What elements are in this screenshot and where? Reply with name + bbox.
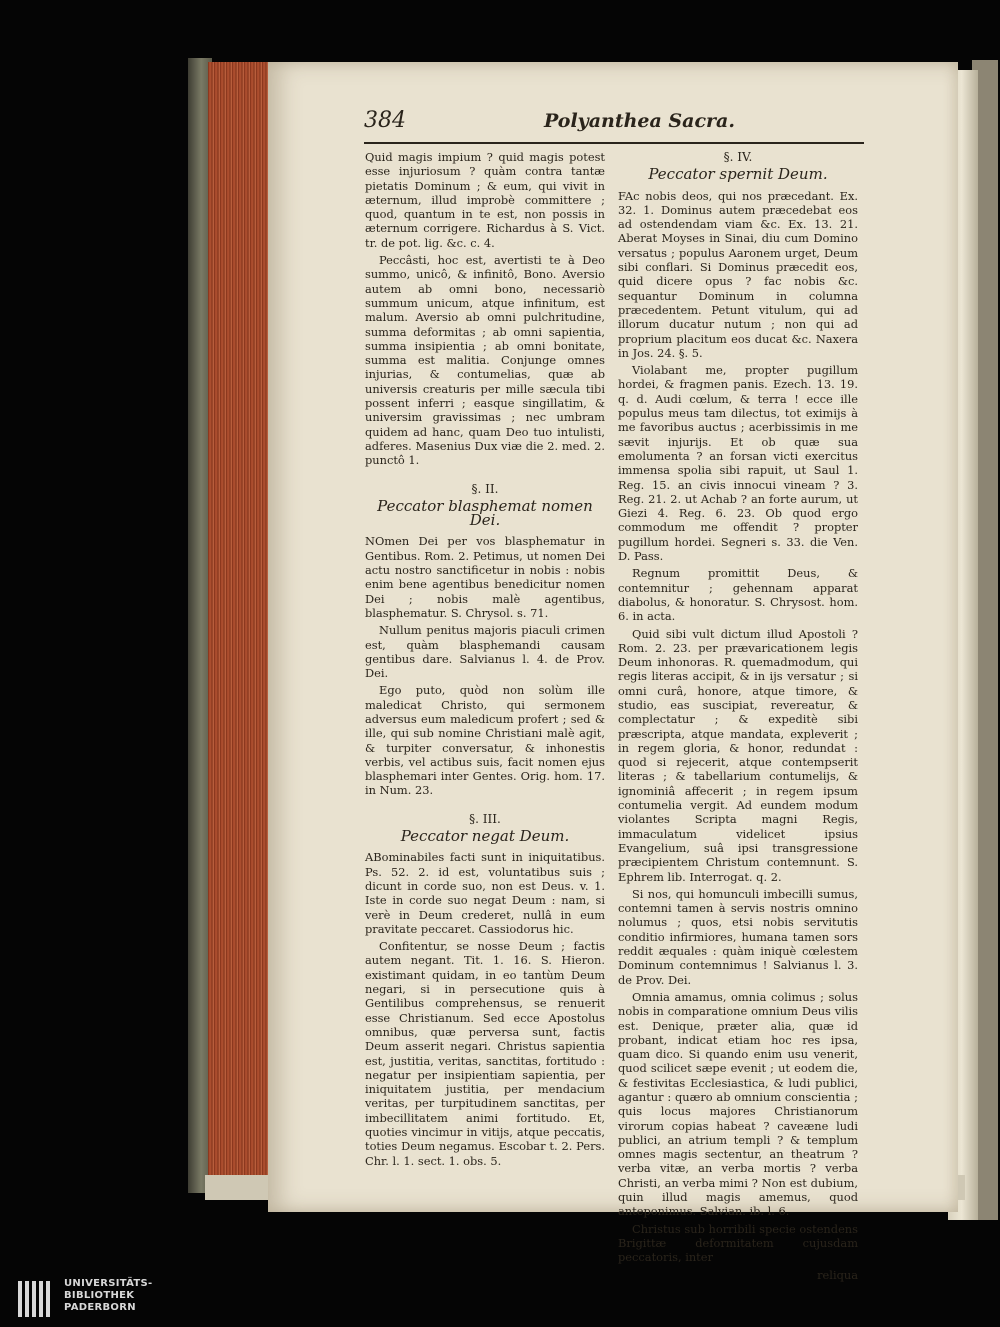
paragraph: Confitentur, se nosse Deum ; factis autem negant. Tit. 1. 16. S. Hieron. existimant quidam, in eo tantùm Deum negari, si in persecutione quis à Gentilibus comprehensus, se renuerit esse Christianum. Sed ecce Apostolus omnibus, quæ perversa sunt, factis Deum asserit negari. Christus sapientia est, justitia, veritas, sanctitas, fortitudo : negatur per insipientiam sapientia, per iniquitatem justitia, per mendacium veritas, per turpitudinem sanctitas, per imbecillitatem animi fortitudo. Et, quoties vincimur in vitijs, atque peccatis, toties Deum negamus. Escobar t. 2. Pers. Chr. l. 1. sect. 1. obs. 5. bbox=[365, 939, 605, 1168]
paragraph: Violabant me, propter pugillum hordei, & fragmen panis. Ezech. 13. 19. q. d. Audi cœlum, & terra ! ecce ille populus meus tam dilectus, tot eximijs à me favoribus auctus ; acerbissimis in me sævit injurijs. Et ob quæ sua emolumenta ? an forsan victi exercitus immensa spolia sibi rapuit, ut Saul 1. Reg. 15. an civis innocui vineam ? 3. Reg. 21. 2. ut Achab ? an forte aurum, ut Giezi 4. Reg. 6. 23. Ob quod ergo commodum me offendit ? propter pugillum hordei. Segneri s. 33. die Ven. D. Pass. bbox=[618, 363, 858, 564]
paragraph: FAc nobis deos, qui nos præcedant. Ex. 32. 1. Dominus autem præcedebat eos ad ostendendam viam &c. Ex. 13. 21. Aberat Moyses in Sinai, diu cum Domino versatus ; populus Aaronem urget, Deum sibi conflari. Si Dominus præcedit eos, quid dicere opus ? fac nobis &c. sequantur Dominum in columna præcedentem. Petunt vitulum, qui ad illorum ducatur nutum ; non qui ad proprium placitum eos ducat &c. Naxera in Jos. 24. §. 5. bbox=[618, 188, 858, 360]
right-column bbox=[618, 150, 858, 1282]
paragraph: Ego puto, quòd non solùm ille maledicat Christo, qui sermonem adversus eum maledicum profert ; sed & ille, qui sub nomine Christiani malè agit, & turpiter conversatur, & inhonestis verbis, vel actibus suis, facit nomen ejus blasphemari inter Gentes. Orig. hom. 17. in Num. 23. bbox=[365, 683, 605, 798]
running-header bbox=[364, 108, 864, 144]
paragraph: ABominabiles facti sunt in iniquitatibus. Ps. 52. 2. id est, voluntatibus suis ; dicunt in corde suo, non est Deus. v. 1. Iste in corde suo negat Deum : nam, si verè in Deum crederet, nullâ in eum pravitate peccaret. Cassiodorus hic. bbox=[365, 850, 605, 936]
paragraph: Nullum penitus majoris piaculi crimen est, quàm blasphemandi causam gentibus dare. Salvianus l. 4. de Prov. Dei. bbox=[365, 623, 605, 681]
paragraph: Regnum promittit Deus, & contemnitur ; gehennam apparat diabolus, & honoratur. S. Chrysost. hom. 6. in acta. bbox=[618, 566, 858, 624]
library-watermark bbox=[64, 1278, 153, 1314]
page-number: 384 bbox=[364, 108, 406, 133]
library-logo-icon bbox=[16, 1277, 60, 1321]
section-heading: Peccator negat Deum. bbox=[400, 827, 570, 846]
running-title: Polyanthea Sacra. bbox=[544, 110, 735, 132]
left-column bbox=[365, 150, 605, 1171]
paragraph: Quid magis impium ? quid magis potest esse injuriosum ? quàm contra tantæ pietatis Dominum ; & eum, qui vivit in æternum, illud improbè committere ; quod, quantum in te est, non possis in æternum corrigere. Richardus à S. Vict. tr. de pot. lig. &c. c. 4. bbox=[365, 150, 605, 250]
paragraph: Si nos, qui homunculi imbecilli sumus, contemni tamen à servis nostris omnino nolumus ; quos, etsi nobis servitutis conditio infirmiores, humana tamen sors reddit æquales : quàm iniquè cœlestem Dominum contemnimus ! Salvianus l. 3. de Prov. Dei. bbox=[618, 886, 858, 987]
section-heading: Peccator blasphemat nomen Dei. bbox=[377, 496, 593, 530]
section-number: §. IV. bbox=[723, 150, 753, 164]
paragraph: Omnia amamus, omnia colimus ; solus nobis in comparatione omnium Deus vilis est. Denique, præter alia, quæ id probant, indicat etiam hoc res ipsa, quam dico. Si quando enim usu venerit, quod scilicet sæpe evenit ; ut eodem die, & festivitas Ecclesiastica, & ludi publici, agantur : quæro ab omnium conscientia ; quis locus majores Christianorum virorum copias habeat ? caveæne ludi publici, an atrium templi ? & templum omnes magis sectentur, an theatrum ? verba vitæ, an verba mortis ? verba Christi, an verba mimi ? Non est dubium, quin illud magis amemus, quod anteponimus. Salvian. ib. l. 6. bbox=[618, 989, 858, 1219]
page-block-edges bbox=[208, 62, 268, 1190]
section-number: §. III. bbox=[469, 811, 501, 826]
paragraph: Peccâsti, hoc est, avertisti te à Deo summo, unicô, & infinitô, Bono. Aversio autem ab omni bono, necessariò summum unicum, atque infinitum, est malum. Aversio ab omni pulchritudine, summa deformitas ; ab omni sapientia, summa insipientia ; ab omni bonitate, summa est malitia. Conjunge omnes injurias, & contumelias, quæ ab universis creaturis per mille sæcula tibi possent inferri ; easque singillatim, & universim gravissimas ; nec umbram quidem ad hanc, quam Deo tuo intulisti, adferes. Masenius Dux viæ die 2. med. 2. punctô 1. bbox=[365, 253, 605, 468]
watermark-line: UNIVERSITÄTS- bbox=[64, 1278, 153, 1289]
watermark-line: BIBLIOTHEK bbox=[64, 1290, 135, 1301]
watermark-line: PADERBORN bbox=[64, 1302, 136, 1313]
catchword: reliqua bbox=[817, 1267, 858, 1282]
section-number: §. II. bbox=[471, 481, 499, 496]
paragraph: Christus sub horribili specie ostendens Brigittæ deformitatem cujusdam peccatoris, inter bbox=[618, 1221, 858, 1265]
section-heading: Peccator spernit Deum. bbox=[648, 165, 828, 184]
paragraph: Quid sibi vult dictum illud Apostoli ? Rom. 2. 23. per prævaricationem legis Deum inhonoras. R. quemadmodum, qui regis literas accipit, & in ijs versatur ; si omni curâ, honore, atque timore, & studio, eas suscipiat, revereatur, & complectatur ; & expeditè sibi præscripta, atque mandata, expleverit ; in regem gloria, & honor, redundat : quod si rejecerit, atque contempserit literas ; & tabellarium contumelijs, & ignominiâ affecerit ; in regem ipsum contumelia vergit. Ad eundem modum violantes Scripta magni Regis, immaculatum videlicet ipsius Evangelium, suâ ipsi transgressione præcipientem Christum contemnunt. S. Ephrem lib. Interrogat. q. 2. bbox=[618, 626, 858, 884]
paragraph: NOmen Dei per vos blasphematur in Gentibus. Rom. 2. Petimus, ut nomen Dei actu nostro sanctificetur in nobis : nobis enim bene agentibus benedicitur nomen Dei ; nobis malè agentibus, blasphematur. S. Chrysol. s. 71. bbox=[365, 534, 605, 620]
book-page bbox=[268, 62, 958, 1282]
